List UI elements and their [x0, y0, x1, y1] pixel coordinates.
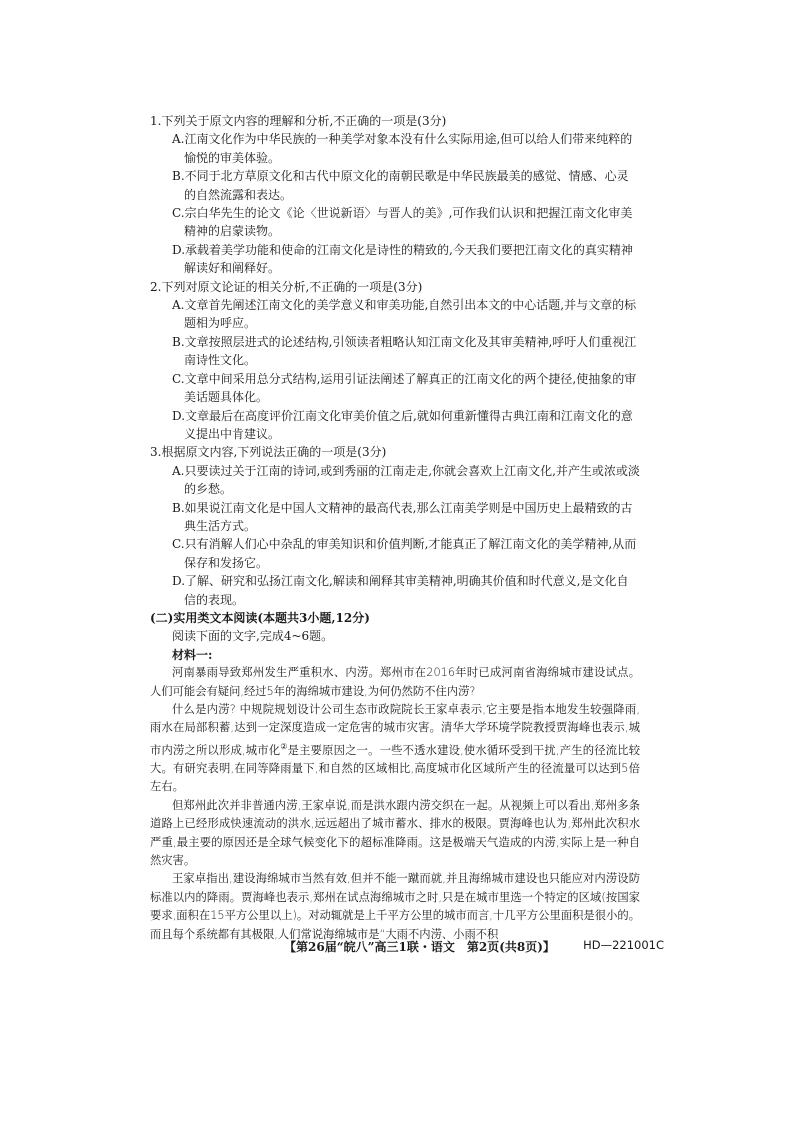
question-stem: 3.根据原文内容,下列说法正确的一项是(3分) [150, 445, 387, 460]
option-a: A.江南文化作为中华民族的一种美学对象本没有什么实际用途,但可以给人们带来纯粹的愉悦的审美体验。 [172, 132, 633, 165]
footnote-mark: ② [280, 741, 288, 751]
question-stem: 1.下列关于原文内容的理解和分析,不正确的一项是(3分) [150, 114, 447, 128]
question-3 [150, 443, 640, 609]
option-d: D.文章最后在高度评价江南文化审美价值之后,就如何重新懂得古典江南和江南文化的意义提出中肯建议。 [172, 408, 633, 441]
section-instruction: 阅读下面的文字,完成4~6题。 [172, 629, 334, 644]
option-d: D.承载着美学功能和使命的江南文化是诗性的精致的,今天我们要把江南文化的真实精神解读好和阐释好。 [172, 242, 633, 276]
paragraph-2 [150, 701, 640, 797]
question-2 [150, 278, 640, 444]
question-stem: 2.下列对原文论证的相关分析,不正确的一项是(3分) [150, 279, 423, 294]
page-content [150, 112, 640, 944]
paragraph-2-start: 什么是内涝? 中规院规划设计公司生态市政院院长王家卓表示,它主要是指本地发生较强降雨,雨水在局部积蓄,达到一定深度造成一定危害的城市灾害。清华大学环境学院教授贾海峰也表示,城市内涝之所以形成,城市化 [150, 703, 640, 757]
paragraph-3: 但郑州此次并非普通内涝,王家卓说,而是洪水跟内涝交织在一起。从视频上可以看出,郑州多条道路上已经形成快速流动的洪水,远远超出了城市蓄水、排水的极限。贾海峰也认为,郑州此次积水严重,最主要的原因还是全球气候变化下的超标准降雨。这是极端天气造成的内涝,实际上是一种自然灾害。 [150, 798, 640, 868]
paragraph-4: 王家卓指出,建设海绵城市当然有效,但并不能一蹴而就,并且海绵城市建设也只能应对内涝设防标准以内的降雨。贾海峰也表示,郑州在试点海绵城市之时,只是在城市里选一个特定的区域(按国家要求,面积在15平方公里以上)。对动辄就是上千平方公里的城市而言,十几平方公里面积是很小的。而且每个系统都有其极限,人们常说海绵城市是“大雨不内涝、小雨不积 [150, 872, 640, 941]
option-b: B.如果说江南文化是中国人文精神的最高代表,那么江南美学则是中国历史上最精致的古典生活方式。 [172, 500, 633, 533]
material-label: 材料一: [172, 647, 213, 662]
footer-code: HD—221001C [583, 938, 664, 952]
option-c: C.文章中间采用总分式结构,运用引证法阐述了解真正的江南文化的两个捷径,使抽象的审美话题具体化。 [172, 371, 637, 405]
option-a: A.只要读过关于江南的诗词,或到秀丽的江南走走,你就会喜欢上江南文化,并产生或浓或淡的乡愁。 [172, 463, 640, 497]
paragraph-1: 河南暴雨导致郑州发生严重积水、内涝。郑州市在2016年时已成河南省海绵城市建设试点。人们可能会有疑问,经过5年的海绵城市建设,为何仍然防不住内涝? [150, 666, 640, 698]
paragraph-2-end: 是主要原因之一。一些不透水建设,使水循环受到干扰,产生的径流比较大。有研究表明,在同等降雨量下,和自然的区域相比,高度城市化区域所产生的径流量可以达到5倍左右。 [150, 743, 641, 794]
option-b: B.不同于北方草原文化和古代中原文化的南朝民歌是中华民族最美的感觉、情感、心灵的自然流露和表达。 [172, 169, 629, 202]
question-1 [150, 112, 640, 278]
section-title: (二)实用类文本阅读(本题共3小题,12分) [150, 610, 370, 625]
footer-exam-info: 【第26届“皖八”高三1联・语文 第2页(共8页)】 [284, 940, 555, 954]
option-b: B.文章按照层进式的论述结构,引领读者粗略认知江南文化及其审美精神,呼吁人们重视江南诗性文化。 [172, 334, 637, 368]
page-footer [284, 938, 664, 955]
option-c: C.宗白华先生的论文《论〈世说新语〉与晋人的美》,可作我们认识和把握江南文化审美精神的启蒙读物。 [172, 206, 633, 239]
option-c: C.只有消解人们心中杂乱的审美知识和价值判断,才能真正了解江南文化的美学精神,从而保存和发扬它。 [172, 537, 637, 570]
option-d: D.了解、研究和弘扬江南文化,解读和阐释其审美精神,明确其价值和时代意义,是文化自信的表现。 [172, 574, 629, 607]
option-a: A.文章首先阐述江南文化的美学意义和审美功能,自然引出本文的中心话题,并与文章的标题相为呼应。 [172, 298, 637, 331]
